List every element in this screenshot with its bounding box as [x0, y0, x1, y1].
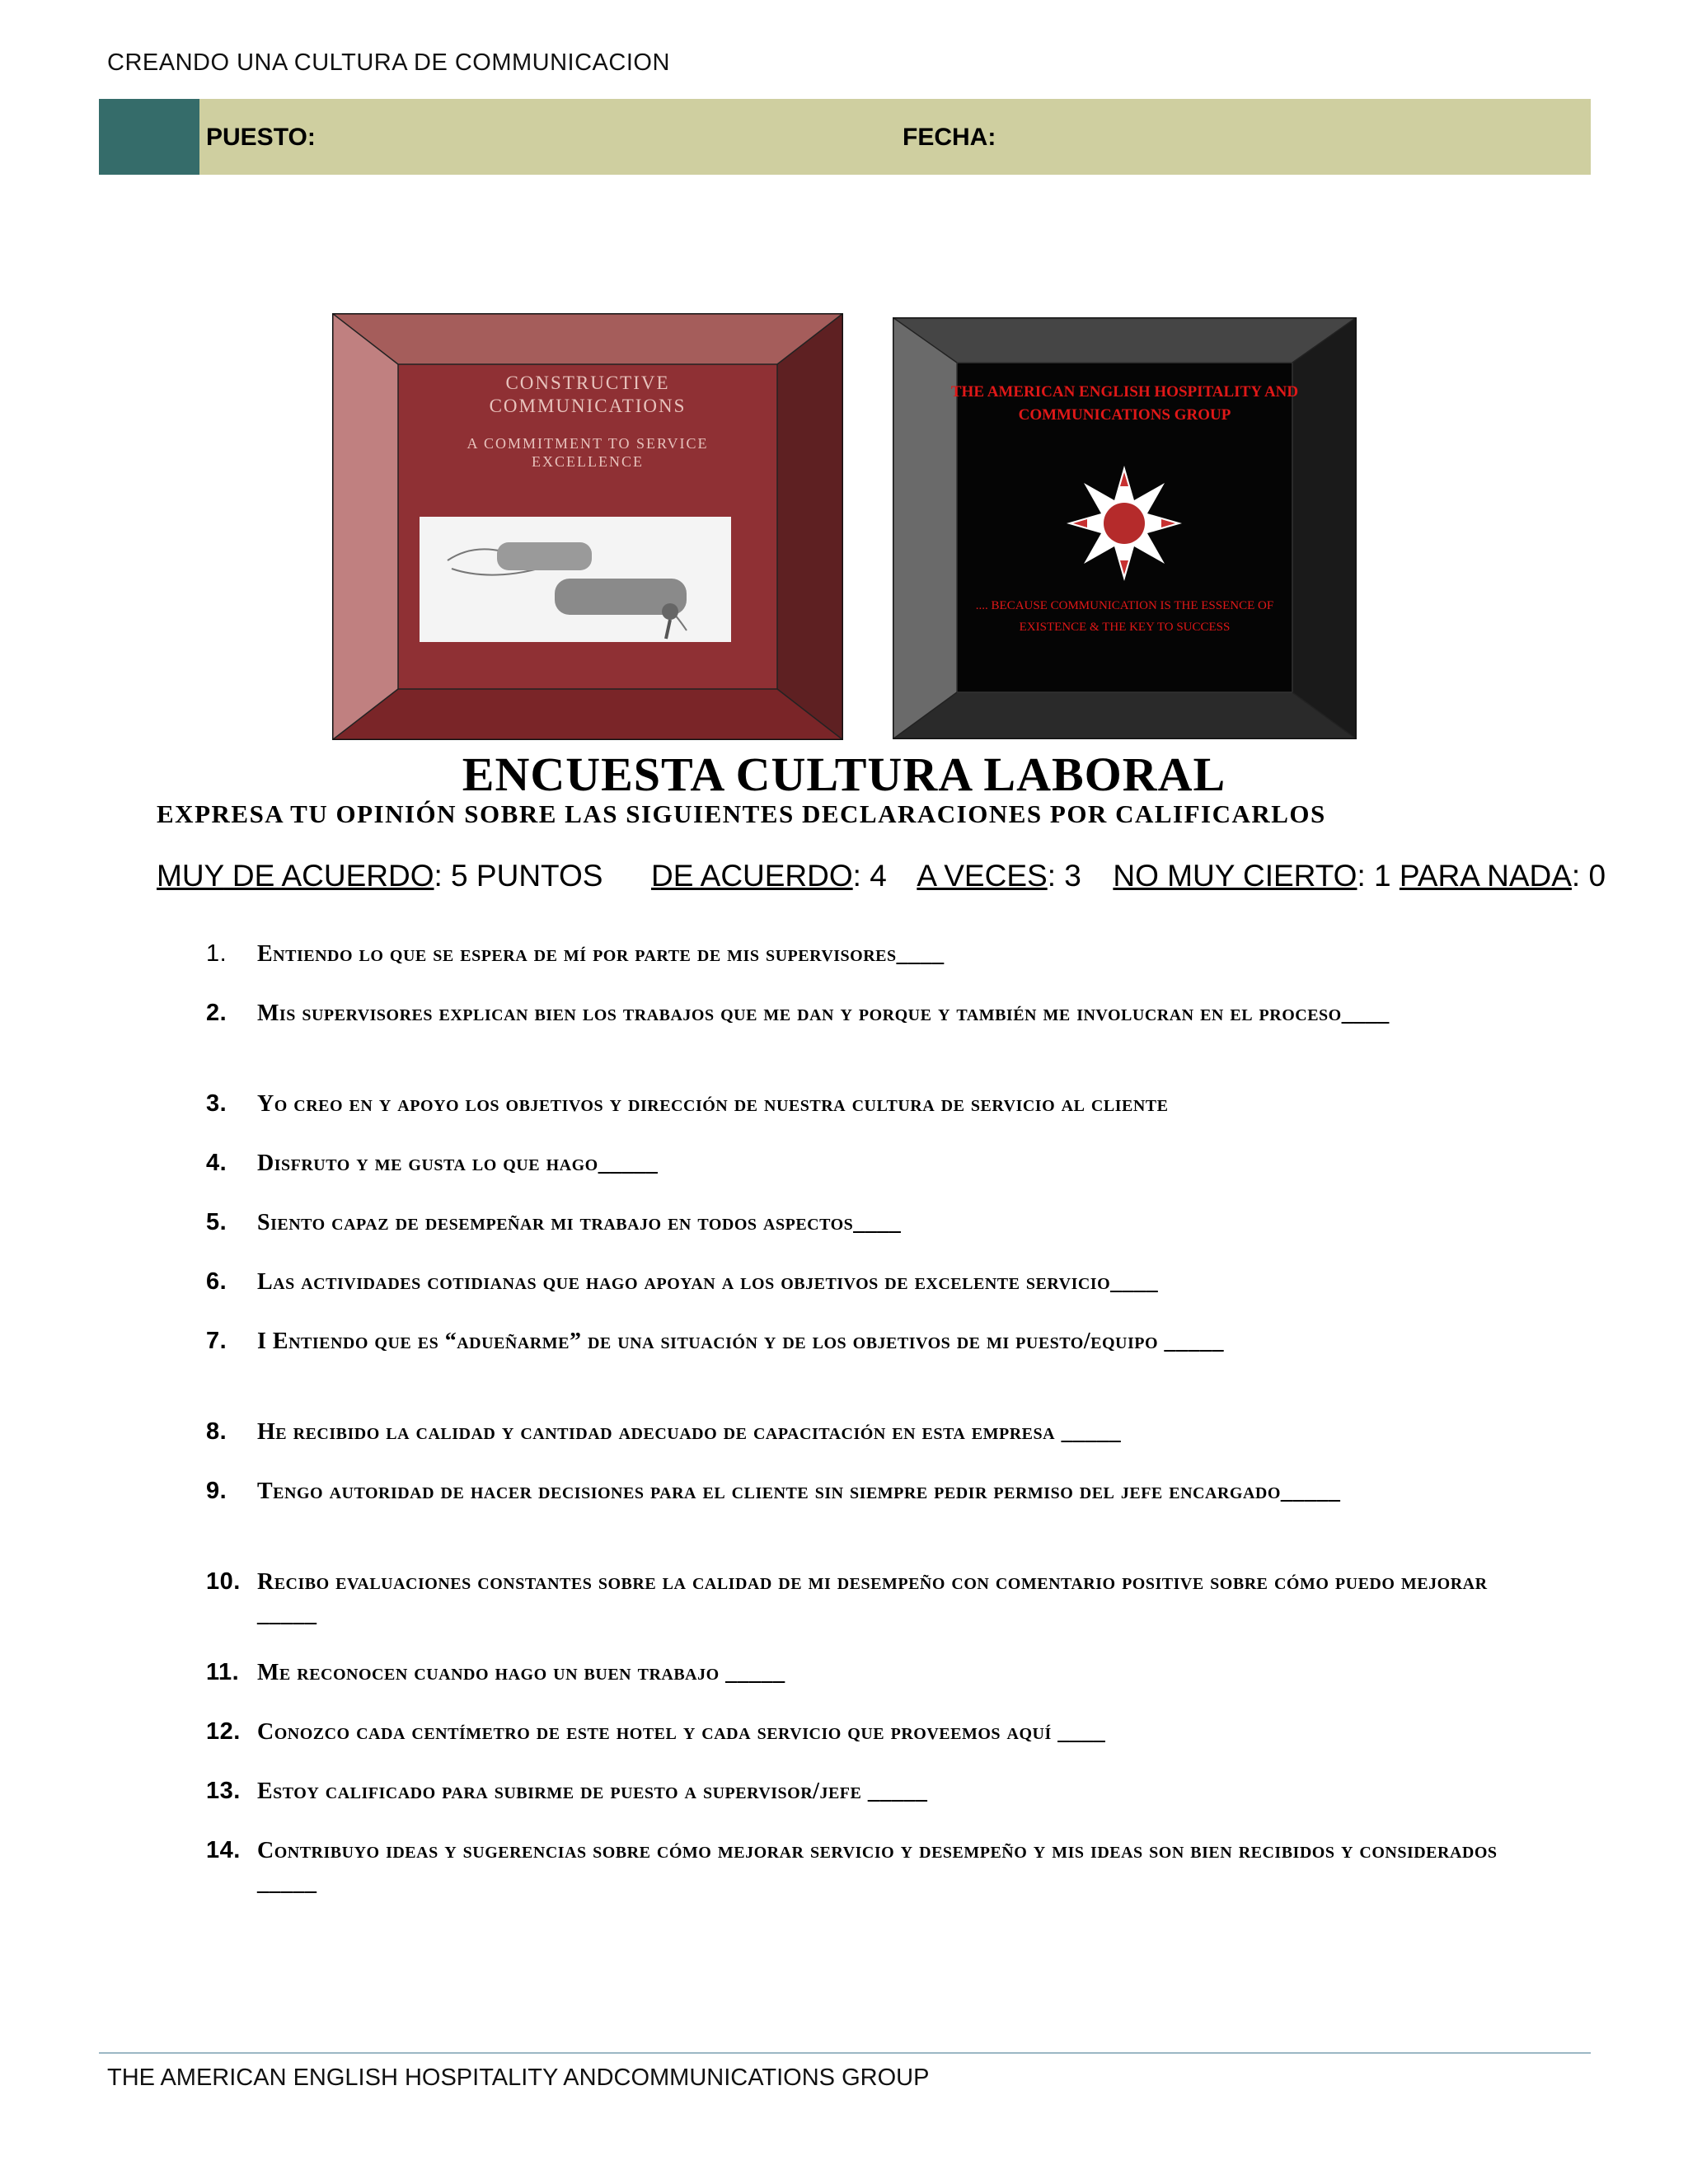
band-accent-block: [99, 99, 199, 175]
left-image-line1: CONSTRUCTIVE: [505, 373, 670, 393]
constructive-communications-image: [332, 313, 843, 740]
survey-subtitle: EXPRESA TU OPINIÓN SOBRE LAS SIGUIENTES DECLARACIONES POR CALIFICARLOS: [157, 799, 1326, 828]
info-band: [99, 99, 1591, 175]
scale-de-acuerdo-1: DE ACUERDO: [223, 859, 434, 893]
left-image-line2: COMMUNICATIONS: [489, 396, 687, 416]
puesto-label: PUESTO:: [206, 124, 316, 151]
scale-no-muy-cierto: NO MUY CIERTO: [1113, 859, 1357, 893]
footer-divider: [99, 2052, 1591, 2054]
scale-points-1: : 1: [1357, 859, 1400, 893]
star-emblem-icon: [1067, 466, 1182, 581]
scale-a-veces: A VECES: [917, 859, 1048, 893]
rating-scale: [157, 859, 1606, 893]
scale-points-3: : 3: [1047, 859, 1081, 893]
scale-points-4: : 4: [852, 859, 887, 893]
right-image-line4: EXISTENCE & THE KEY TO SUCCESS: [1019, 621, 1231, 634]
american-english-group-image: [893, 317, 1357, 739]
right-image-line3: .... BECAUSE COMMUNICATION IS THE ESSENCE OF: [975, 599, 1274, 612]
left-image-line3: A COMMITMENT TO SERVICE: [467, 435, 709, 452]
scale-de-acuerdo: DE ACUERDO: [651, 859, 853, 893]
scale-points-0: : 0: [1571, 859, 1606, 893]
page-header: CREANDO UNA CULTURA DE COMMUNICACION: [107, 49, 670, 76]
fecha-label: FECHA:: [903, 124, 996, 151]
scale-muy: MUY: [157, 859, 224, 893]
left-image-line4: EXCELLENCE: [532, 453, 644, 470]
right-image-line2: COMMUNICATIONS GROUP: [1018, 406, 1231, 424]
scale-para-nada: PARA NADA: [1399, 859, 1572, 893]
right-image-line1: THE AMERICAN ENGLISH HOSPITALITY AND: [950, 383, 1299, 401]
scale-points-5: : 5 PUNTOS: [434, 859, 603, 893]
page-footer: THE AMERICAN ENGLISH HOSPITALITY ANDCOMMUNICATIONS GROUP: [107, 2064, 930, 2091]
survey-title: ENCUESTA CULTURA LABORAL: [462, 748, 1226, 801]
